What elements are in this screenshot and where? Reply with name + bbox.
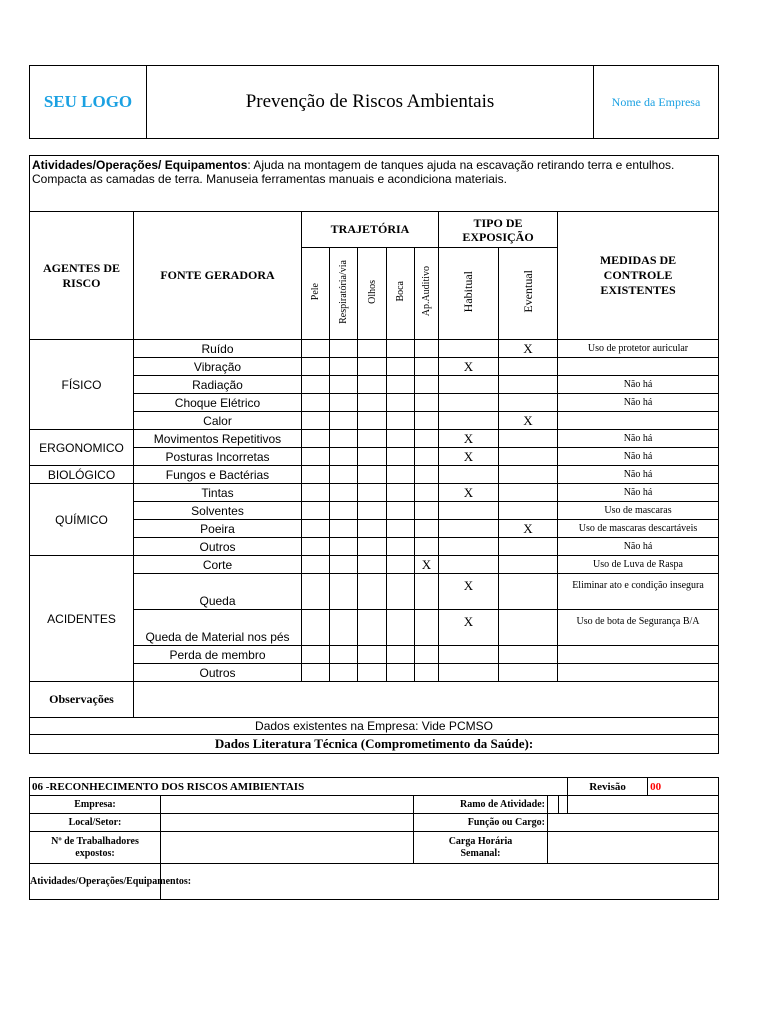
- table-row: [30, 538, 719, 556]
- habitual-check[interactable]: [439, 340, 499, 358]
- table-row: [30, 448, 719, 466]
- medida-cell: Uso de Luva de Raspa: [558, 556, 719, 574]
- trajetoria-check[interactable]: [415, 412, 439, 430]
- medida-cell: Uso de bota de Segurança B/A: [558, 610, 719, 646]
- trajetoria-check[interactable]: [415, 394, 439, 412]
- habitual-check[interactable]: [439, 664, 499, 682]
- medida-cell: Não há: [558, 394, 719, 412]
- trajetoria-check[interactable]: [358, 394, 387, 412]
- fonte-cell: Corte: [134, 556, 302, 574]
- trajetoria-check[interactable]: [302, 448, 330, 466]
- trajetoria-check[interactable]: [415, 664, 439, 682]
- fonte-cell: Queda: [134, 574, 302, 610]
- tipo-col-label: Eventual: [520, 270, 535, 313]
- trajetoria-check[interactable]: [387, 448, 415, 466]
- page-title: Prevenção de Riscos Ambientais: [147, 66, 594, 139]
- trajetoria-check[interactable]: [387, 394, 415, 412]
- fonte-cell: Tintas: [134, 484, 302, 502]
- fonte-cell: Poeira: [134, 520, 302, 538]
- tipo-header: TIPO DE EXPOSIÇÃO: [439, 212, 558, 248]
- eventual-check[interactable]: [499, 574, 558, 610]
- trajetoria-check[interactable]: [387, 502, 415, 520]
- table-row: [30, 610, 719, 646]
- table-row: [30, 358, 719, 376]
- trajetoria-check[interactable]: [358, 664, 387, 682]
- activities-label: Atividades/Operações/ Equipamentos: [32, 158, 248, 172]
- medida-cell: Uso de protetor auricular: [558, 340, 719, 358]
- medida-cell: [558, 358, 719, 376]
- table-row: [30, 412, 719, 430]
- fonte-cell: Radiação: [134, 376, 302, 394]
- trajetoria-check[interactable]: [358, 484, 387, 502]
- habitual-check[interactable]: [439, 538, 499, 556]
- trajetoria-check[interactable]: [358, 430, 387, 448]
- company-name: Nome da Empresa: [594, 66, 719, 139]
- activities-description: [30, 156, 719, 212]
- trabalhadores-label: Nº de Trabalhadores expostos:: [30, 832, 161, 864]
- habitual-check[interactable]: [439, 394, 499, 412]
- trajetoria-check[interactable]: [415, 358, 439, 376]
- trajetoria-check[interactable]: [415, 610, 439, 646]
- habitual-check[interactable]: X: [439, 430, 499, 448]
- trajetoria-check[interactable]: [330, 610, 358, 646]
- trajetoria-col-label: Pele: [310, 282, 321, 301]
- trajetoria-check[interactable]: [387, 664, 415, 682]
- trajetoria-check[interactable]: [330, 520, 358, 538]
- trajetoria-check[interactable]: [358, 412, 387, 430]
- local-field[interactable]: [161, 814, 414, 832]
- agente-group: ERGONOMICO: [30, 430, 134, 466]
- medidas-header: MEDIDAS DE CONTROLE EXISTENTES: [558, 212, 719, 340]
- trajetoria-check[interactable]: [302, 430, 330, 448]
- atividades-field[interactable]: [161, 864, 719, 900]
- funcao-field[interactable]: [548, 814, 719, 832]
- eventual-check[interactable]: X: [499, 340, 558, 358]
- dados-literatura: Dados Literatura Técnica (Comprometimento da Saúde):: [30, 735, 719, 754]
- table-row: [30, 340, 719, 358]
- trajetoria-check[interactable]: [302, 394, 330, 412]
- eventual-check[interactable]: [499, 646, 558, 664]
- medida-cell: Não há: [558, 430, 719, 448]
- carga-label: Carga Horária Semanal:: [414, 832, 548, 864]
- ramo-cell-b: [559, 796, 568, 814]
- trajetoria-check[interactable]: [415, 646, 439, 664]
- medida-cell: Não há: [558, 466, 719, 484]
- eventual-check[interactable]: [499, 556, 558, 574]
- trajetoria-check[interactable]: [330, 394, 358, 412]
- trajetoria-check[interactable]: [330, 574, 358, 610]
- trajetoria-check[interactable]: [330, 466, 358, 484]
- agente-group: QUÍMICO: [30, 484, 134, 556]
- fonte-cell: Solventes: [134, 502, 302, 520]
- trajetoria-check[interactable]: [415, 430, 439, 448]
- trajetoria-check[interactable]: [330, 538, 358, 556]
- eventual-check[interactable]: X: [499, 520, 558, 538]
- trajetoria-check[interactable]: [387, 538, 415, 556]
- trajetoria-check[interactable]: [302, 574, 330, 610]
- habitual-check[interactable]: [439, 502, 499, 520]
- habitual-check[interactable]: [439, 412, 499, 430]
- eventual-check[interactable]: [499, 376, 558, 394]
- recognition-table: [29, 777, 719, 900]
- table-row: [30, 574, 719, 610]
- fonte-cell: Outros: [134, 538, 302, 556]
- fonte-cell: Fungos e Bactérias: [134, 466, 302, 484]
- eventual-check[interactable]: [499, 664, 558, 682]
- agente-group: ACIDENTES: [30, 556, 134, 682]
- activities-text: : Ajuda na montagem de tanques ajuda na escavação retirando terra e entulhos. Compacta as camadas de terra. Manuseia ferramentas manuais e acondiciona materiais.: [32, 158, 675, 186]
- revisao-label: Revisão: [568, 778, 648, 796]
- table-row: [30, 556, 719, 574]
- trajetoria-check[interactable]: [358, 646, 387, 664]
- trajetoria-header: TRAJETÓRIA: [302, 212, 439, 248]
- medida-cell: Não há: [558, 376, 719, 394]
- logo: SEU LOGO: [30, 66, 147, 139]
- eventual-check[interactable]: [499, 610, 558, 646]
- eventual-check[interactable]: [499, 430, 558, 448]
- medida-cell: Não há: [558, 484, 719, 502]
- eventual-check[interactable]: X: [499, 412, 558, 430]
- trajetoria-check[interactable]: [330, 376, 358, 394]
- table-row: [30, 484, 719, 502]
- habitual-check[interactable]: X: [439, 448, 499, 466]
- agente-group: FÍSICO: [30, 340, 134, 430]
- medida-cell: Eliminar ato e condição insegura: [558, 574, 719, 610]
- trajetoria-check[interactable]: [302, 340, 330, 358]
- habitual-check[interactable]: [439, 646, 499, 664]
- habitual-check[interactable]: [439, 556, 499, 574]
- trajetoria-check[interactable]: [330, 484, 358, 502]
- trajetoria-check[interactable]: [387, 358, 415, 376]
- agente-group: BIOLÓGICO: [30, 466, 134, 484]
- observacoes-label: Observações: [30, 682, 134, 718]
- trajetoria-check[interactable]: [358, 448, 387, 466]
- trajetoria-check[interactable]: [415, 340, 439, 358]
- trajetoria-check[interactable]: [387, 340, 415, 358]
- eventual-check[interactable]: [499, 394, 558, 412]
- trajetoria-check[interactable]: [387, 430, 415, 448]
- medida-cell: Uso de mascaras: [558, 502, 719, 520]
- fonte-cell: Perda de membro: [134, 646, 302, 664]
- trajetoria-check[interactable]: [387, 412, 415, 430]
- trajetoria-check[interactable]: [358, 520, 387, 538]
- medida-cell: [558, 646, 719, 664]
- trajetoria-check[interactable]: [387, 574, 415, 610]
- trajetoria-check[interactable]: [358, 556, 387, 574]
- local-label: Local/Setor:: [30, 814, 161, 832]
- trajetoria-check[interactable]: [302, 520, 330, 538]
- trabalhadores-field[interactable]: [161, 832, 414, 864]
- medida-cell: Não há: [558, 448, 719, 466]
- empresa-field[interactable]: [161, 796, 414, 814]
- trajetoria-check[interactable]: [302, 556, 330, 574]
- trajetoria-col-0: [302, 248, 330, 340]
- trajetoria-check[interactable]: [330, 412, 358, 430]
- atividades-label: Atividades/Operações/Equipamentos:: [30, 864, 161, 900]
- trajetoria-check[interactable]: [330, 358, 358, 376]
- trajetoria-col-label: Olhos: [366, 279, 378, 304]
- ramo-label: Ramo de Atividade:: [414, 796, 548, 814]
- revisao-value: 00: [648, 778, 719, 796]
- funcao-label: Função ou Cargo:: [414, 814, 548, 832]
- trajetoria-check[interactable]: [302, 358, 330, 376]
- trajetoria-check[interactable]: [387, 556, 415, 574]
- medida-cell: [558, 664, 719, 682]
- habitual-check[interactable]: [439, 376, 499, 394]
- fonte-cell: Posturas Incorretas: [134, 448, 302, 466]
- habitual-check[interactable]: X: [439, 484, 499, 502]
- trajetoria-check[interactable]: [415, 538, 439, 556]
- fonte-cell: Ruído: [134, 340, 302, 358]
- trajetoria-check[interactable]: [415, 466, 439, 484]
- trajetoria-col-1: [330, 248, 358, 340]
- trajetoria-check[interactable]: [330, 448, 358, 466]
- trajetoria-check[interactable]: X: [415, 556, 439, 574]
- fonte-cell: Outros: [134, 664, 302, 682]
- table-row: [30, 430, 719, 448]
- eventual-check[interactable]: [499, 448, 558, 466]
- footer-title: 06 -RECONHECIMENTO DOS RISCOS AMIBIENTAIS: [30, 778, 568, 796]
- trajetoria-col-3: [387, 248, 415, 340]
- habitual-check[interactable]: [439, 520, 499, 538]
- trajetoria-col-label: Respiratória/via: [338, 259, 349, 324]
- trajetoria-check[interactable]: [358, 502, 387, 520]
- medida-cell: [558, 412, 719, 430]
- fonte-header: FONTE GERADORA: [134, 212, 302, 340]
- trajetoria-check[interactable]: [302, 610, 330, 646]
- trajetoria-check[interactable]: [415, 448, 439, 466]
- trajetoria-check[interactable]: [330, 646, 358, 664]
- trajetoria-check[interactable]: [387, 520, 415, 538]
- habitual-check[interactable]: X: [439, 358, 499, 376]
- habitual-check[interactable]: X: [439, 574, 499, 610]
- trajetoria-col-4: [415, 248, 439, 340]
- trajetoria-check[interactable]: [302, 466, 330, 484]
- table-row: [30, 502, 719, 520]
- ramo-field[interactable]: [568, 796, 719, 814]
- fonte-cell: Calor: [134, 412, 302, 430]
- table-row: [30, 646, 719, 664]
- table-row: [30, 466, 719, 484]
- trajetoria-check[interactable]: [302, 664, 330, 682]
- carga-field[interactable]: [548, 832, 719, 864]
- trajetoria-col-2: [358, 248, 387, 340]
- eventual-check[interactable]: [499, 466, 558, 484]
- fonte-cell: Queda de Material nos pés: [134, 610, 302, 646]
- trajetoria-check[interactable]: [387, 646, 415, 664]
- trajetoria-check[interactable]: [302, 484, 330, 502]
- empresa-label: Empresa:: [30, 796, 161, 814]
- habitual-check[interactable]: [439, 466, 499, 484]
- trajetoria-col-label: Boca: [395, 281, 406, 302]
- trajetoria-check[interactable]: [358, 610, 387, 646]
- table-row: [30, 520, 719, 538]
- trajetoria-check[interactable]: [387, 376, 415, 394]
- habitual-check[interactable]: X: [439, 610, 499, 646]
- trajetoria-check[interactable]: [358, 340, 387, 358]
- trajetoria-check[interactable]: [358, 376, 387, 394]
- eventual-check[interactable]: [499, 484, 558, 502]
- trajetoria-check[interactable]: [330, 556, 358, 574]
- trajetoria-check[interactable]: [302, 412, 330, 430]
- observacoes-field[interactable]: [134, 682, 719, 718]
- trajetoria-check[interactable]: [387, 610, 415, 646]
- tipo-col-label: Habitual: [461, 270, 475, 313]
- eventual-check[interactable]: [499, 502, 558, 520]
- trajetoria-check[interactable]: [358, 574, 387, 610]
- eventual-check[interactable]: [499, 358, 558, 376]
- trajetoria-check[interactable]: [302, 502, 330, 520]
- trajetoria-check[interactable]: [330, 430, 358, 448]
- medida-cell: Não há: [558, 538, 719, 556]
- trajetoria-check[interactable]: [387, 484, 415, 502]
- fonte-cell: Vibração: [134, 358, 302, 376]
- trajetoria-check[interactable]: [415, 574, 439, 610]
- risk-table: [29, 155, 719, 754]
- trajetoria-check[interactable]: [415, 376, 439, 394]
- trajetoria-check[interactable]: [415, 502, 439, 520]
- trajetoria-check[interactable]: [330, 340, 358, 358]
- table-row: [30, 376, 719, 394]
- trajetoria-check[interactable]: [302, 376, 330, 394]
- trajetoria-check[interactable]: [358, 358, 387, 376]
- tipo-col-1: [499, 248, 558, 340]
- agentes-header: AGENTES DE RISCO: [30, 212, 134, 340]
- medida-cell: Uso de mascaras descartáveis: [558, 520, 719, 538]
- ramo-cell-a: [548, 796, 559, 814]
- trajetoria-check[interactable]: [330, 502, 358, 520]
- dados-empresa: Dados existentes na Empresa: Vide PCMSO: [30, 718, 719, 735]
- tipo-col-0: [439, 248, 499, 340]
- trajetoria-check[interactable]: [415, 520, 439, 538]
- trajetoria-check[interactable]: [358, 538, 387, 556]
- header-table: [29, 65, 719, 139]
- table-row: [30, 394, 719, 412]
- trajetoria-col-label: Ap.Auditivo: [421, 266, 432, 317]
- table-row: [30, 664, 719, 682]
- trajetoria-check[interactable]: [330, 664, 358, 682]
- fonte-cell: Choque Elétrico: [134, 394, 302, 412]
- trajetoria-check[interactable]: [302, 538, 330, 556]
- trajetoria-check[interactable]: [358, 466, 387, 484]
- trajetoria-check[interactable]: [415, 484, 439, 502]
- eventual-check[interactable]: [499, 538, 558, 556]
- trajetoria-check[interactable]: [387, 466, 415, 484]
- fonte-cell: Movimentos Repetitivos: [134, 430, 302, 448]
- trajetoria-check[interactable]: [302, 646, 330, 664]
